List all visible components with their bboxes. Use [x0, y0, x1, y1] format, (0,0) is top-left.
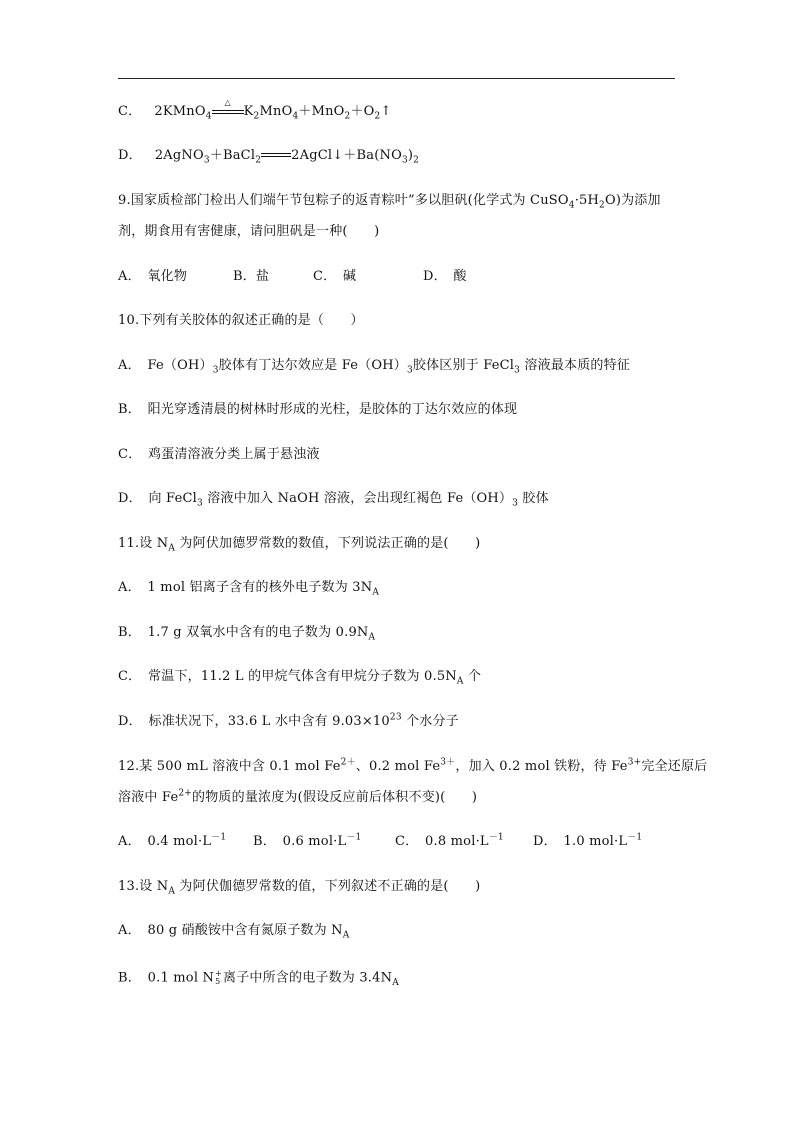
q11-option-c: C． 常温下，11.2 L 的甲烷气体含有甲烷分子数为 $0.5N_A$ 个 — [118, 669, 482, 687]
q11-option-d: D． 标准状况下，33.6 L 水中含有 $9.03\times 10^{23}$ 个水分子 — [118, 712, 459, 729]
q11-option-b: B． 1.7 g 双氧水中含有的电子数为 $0.9N_A$ — [118, 625, 376, 643]
q8-option-c: C． 2KMnO$_4$ △ $K_2MnO_4+MnO_2+O_2↑$ — [118, 97, 392, 122]
ion-charge-stack: + 5 — [215, 969, 222, 986]
q12-option-c: C． 0.8 $mol\cdot L^{-1}$ — [395, 832, 504, 849]
q9-option-b: B．盐 — [233, 269, 270, 284]
q9-option-c: C． 碱 — [313, 269, 357, 284]
q10-stem: 10.下列有关胶体的叙述正确的是（ ） — [118, 313, 364, 328]
q12-stem-line2: 溶液中 $Fe^{2+}$的物质的量浓度为(假设反应前后体积不变)( ) — [118, 788, 478, 805]
q12-option-d: D． 1.0 $mol\cdot L^{-1}$ — [533, 832, 643, 849]
q12-stem-line1: 12.某 500 mL 溶液中含 0.1 mol $Fe^{2+}$、0.2 mol $Fe^{3+}$，加入 0.2 mol 铁粉，待 $Fe^{3+}$完全还原后 — [118, 757, 708, 774]
q11-stem: 11.设 $N_A$ 为阿伏加德罗常数的数值，下列说法正确的是( ) — [118, 536, 481, 554]
q9-option-a: A． 氧化物 — [118, 269, 188, 284]
q12-options — [118, 834, 688, 850]
q10-option-a: A． $Fe(OH)_3$胶体有丁达尔效应是 $Fe(OH)_3$胶体区别于 FeCl$_3$ 溶液最本质的特征 — [118, 358, 631, 376]
header-rule — [118, 78, 675, 79]
q10-option-d: D． 向 FeCl$_3$ 溶液中加入 NaOH 溶液，会出现红褐色 $Fe(OH)_3$ 胶体 — [118, 491, 549, 509]
q10-option-b: B． 阳光穿透清晨的树林时形成的光柱，是胶体的丁达尔效应的体现 — [118, 402, 518, 417]
q12-option-a: A． 0.4 $mol\cdot L^{-1}$ — [118, 832, 227, 849]
q12-option-b: B． 0.6 $mol\cdot L^{-1}$ — [253, 832, 362, 849]
q9-option-d: D． 酸 — [423, 269, 467, 284]
equals-sign — [261, 153, 291, 159]
q13-option-b: B． 0.1 mol N + 5 离子中所含的电子数为 $3.4N_A$ — [118, 969, 399, 989]
q11-option-a: A． 1 mol 铝离子含有的核外电子数为 $3N_A$ — [118, 580, 380, 598]
q8-option-d: D． 2AgNO$_3$＋BaCl$_2$ $2AgCl↓+Ba(NO_3)_2$ — [118, 148, 420, 166]
heat-equals-sign: △ — [212, 107, 244, 117]
q13-stem: 13.设 $N_A$ 为阿伏伽德罗常数的值，下列叙述不正确的是( ) — [118, 879, 481, 897]
q9-stem-line1: 9.国家质检部门检出人们端午节包粽子的返青粽叶”多以胆矾(化学式为 $CuSO_4\cdot 5H_2O$)为添加 — [118, 193, 661, 211]
q10-option-c: C． 鸡蛋清溶液分类上属于悬浊液 — [118, 447, 320, 462]
q9-options — [118, 269, 688, 285]
q13-option-a: A． 80 g 硝酸铵中含有氮原子数为 $N_A$ — [118, 923, 350, 941]
q9-stem-line2: 剂，期食用有害健康，请问胆矾是一种( ) — [118, 224, 380, 239]
